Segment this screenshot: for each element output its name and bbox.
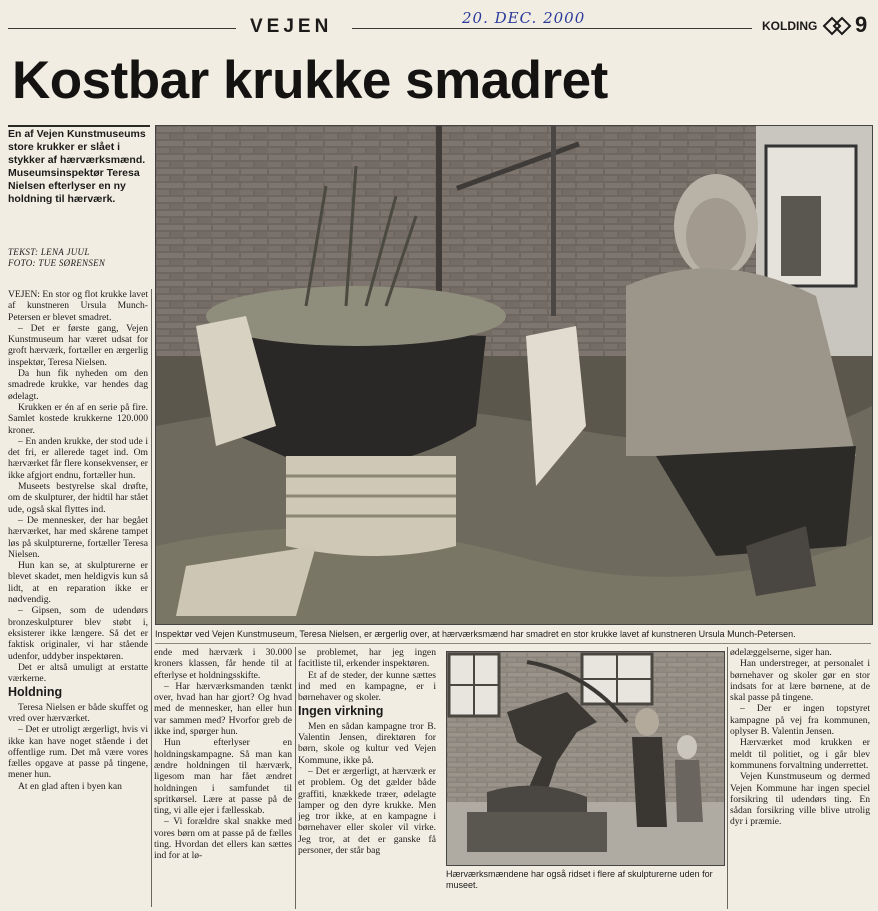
city-label: KOLDING [762, 19, 818, 33]
paragraph: ødelæggelserne, siger han. [730, 647, 832, 658]
paragraph: VEJEN: En stor og flot krukke lavet af kunstneren Ursula Munch-Petersen er blevet smadret. [8, 289, 148, 323]
article-column-2 [154, 647, 292, 909]
paragraph: – Det er ærgerligt, at hærværk er et problem. Og det gælder både graffiti, knækkede træer, ødelagte lamper og den dyre krukke. Men jeg tror ikke, at en kampagne i børnehaver eller skoler vil virke. Jeg tror, at det er ganske få personer, der står bag [298, 765, 436, 857]
paragraph: Hærværket mod krukken er meldt til politiet, og i går blev kommunens forvaltning underrettet. [730, 737, 870, 771]
paragraph: Da hun fik nyheden om den smadrede krukke, var hendes dag ødelagt. [8, 368, 148, 402]
subheading-ingen-virkning: Ingen virkning [298, 704, 384, 719]
paragraph: – Det er første gang, Vejen Kunstmuseum har været udsat for groft hærværk, fortæller en ærgerlig inspektør, Teresa Nielsen. [8, 322, 148, 368]
main-photo [155, 125, 873, 625]
subheading-holdning: Holdning [8, 685, 63, 700]
headline: Kostbar krukke smadret [12, 51, 608, 110]
byline-text: TEKST: LENA JUUL [8, 247, 90, 257]
paragraph: – De mennesker, der har begået hærværket, har med skårene tampet løs på skulpturerne, fortæller Teresa Nielsen. [8, 514, 148, 560]
statue-photo [446, 651, 725, 866]
header-rule-right [352, 28, 752, 29]
paragraph: Men en sådan kampagne tror B. Valentin Jensen, direktøren for børn, skole og kultur ved Vejen Kommune, ikke på. [298, 720, 436, 766]
paragraph: – En anden krukke, der stod ude i det fri, er allerede taget ind. Om hærværket får flere konsekvenser, er ikke afgjort endnu, fortæller hun. [8, 435, 148, 481]
article-column-3 [298, 647, 436, 909]
paragraph: Et af de steder, der kunne sættes ind med en kampagne, er i børnehaver og skoler. [298, 669, 436, 704]
lead-paragraph: En af Vejen Kunstmuseums store krukker er slået i stykker af hærværksmænd. Museumsinspektør Teresa Nielsen efterlyser en ny holdning til hærværk. [8, 128, 146, 205]
paragraph: – Der er ingen topstyret kampagne på vej fra kommunen, oplyser B. Valentin Jensen. [730, 703, 870, 738]
paragraph: Vejen Kunstmuseum og dermed Vejen Kommune har ingen speciel forsikring til udendørs ting. En sådan forsikring ville blive utrolig dyr i præmie. [730, 771, 870, 828]
paragraph: Hun efterlyser en holdningskampagne. Så man kan ændre holdningen til hærværk, ligesom man har fået ændret holdningen i samfundet til spritkørsel. Lære at passe på de ting, vi alle ejer i fællesskab. [154, 737, 292, 817]
column-divider [727, 647, 728, 909]
paragraph: Hun kan se, at skulpturerne er blevet skadet, men heldigvis kun så lidt, at en reparation ikke er nødvendig. [8, 560, 148, 606]
newspaper-logo-icon [822, 16, 852, 36]
byline-photo: FOTO: TUE SØRENSEN [8, 258, 106, 268]
byline [8, 247, 148, 269]
paragraph: Museets bestyrelse skal drøfte, om de skulpturer, der hidtil har stået ude, også skal flyttes ind. [8, 481, 148, 515]
paragraph: Det er altså umuligt at erstatte værkerne. [8, 661, 148, 685]
header-rule-left [8, 28, 236, 29]
caption-rule [155, 643, 871, 644]
column-divider [151, 289, 152, 907]
paragraph: se problemet, har jeg ingen facitliste til, erkender inspektøren. [298, 647, 436, 670]
paragraph: – Har hærværksmanden tænkt over, hvad han har gjort? Og hvad med de mennesker, han eller hun var sammen med? Hvorfor greb de ikke ind, spørger hun. [154, 680, 292, 738]
paragraph: Krukken er én af en serie på fire. Samlet kostede krukkerne 120.000 kroner. [8, 401, 148, 436]
paragraph: ende med hærværk i 30.000 kroners klassen, får hende til at efterlyse et holdningsskifte. [154, 647, 292, 681]
paragraph: Han understreger, at personalet i børnehaver og skoler gør en stor indsats for at lære børnene, at de skal passe på tingene. [730, 658, 870, 704]
lead-rule [8, 125, 150, 127]
main-photo-caption: Inspektør ved Vejen Kunstmuseum, Teresa Nielsen, er ærgerlig over, at hærværksmænd har smadret en stor krukke lavet af kunstneren Ursula Munch-Petersen. [155, 629, 796, 639]
paragraph: – Vi forældre skal snakke med vores børn om at passe på de fælles ting. Hvordan det ellers kan sættes ind for at lø- [154, 816, 292, 862]
article-column-1 [8, 289, 148, 907]
handwritten-date: 20. DEC. 2000 [462, 9, 586, 27]
section-label: VEJEN [250, 16, 333, 37]
column-divider [295, 647, 296, 909]
page-number: 9 [855, 12, 868, 37]
paragraph: – Gipsen, som de udendørs bronzeskulpturer blev støbt i, eksisterer ikke længere. Så det er faktisk originaler, vi har stående udenfor, uddyber inspektøren. [8, 605, 148, 662]
paragraph: Teresa Nielsen er både skuffet og vred over hærværket. [8, 701, 148, 724]
paragraph: At en glad aften i byen kan [18, 780, 122, 792]
paragraph: – Det er utroligt ærgerligt, hvis vi ikke kan have noget stående i det offentlige rum. Det må være vores fælles opgave at passe på tingene, mener hun. [8, 724, 148, 781]
article-column-4 [730, 647, 870, 909]
statue-photo-caption: Hærværksmændene har også ridset i flere af skulpturerne uden for museet. [446, 869, 713, 890]
